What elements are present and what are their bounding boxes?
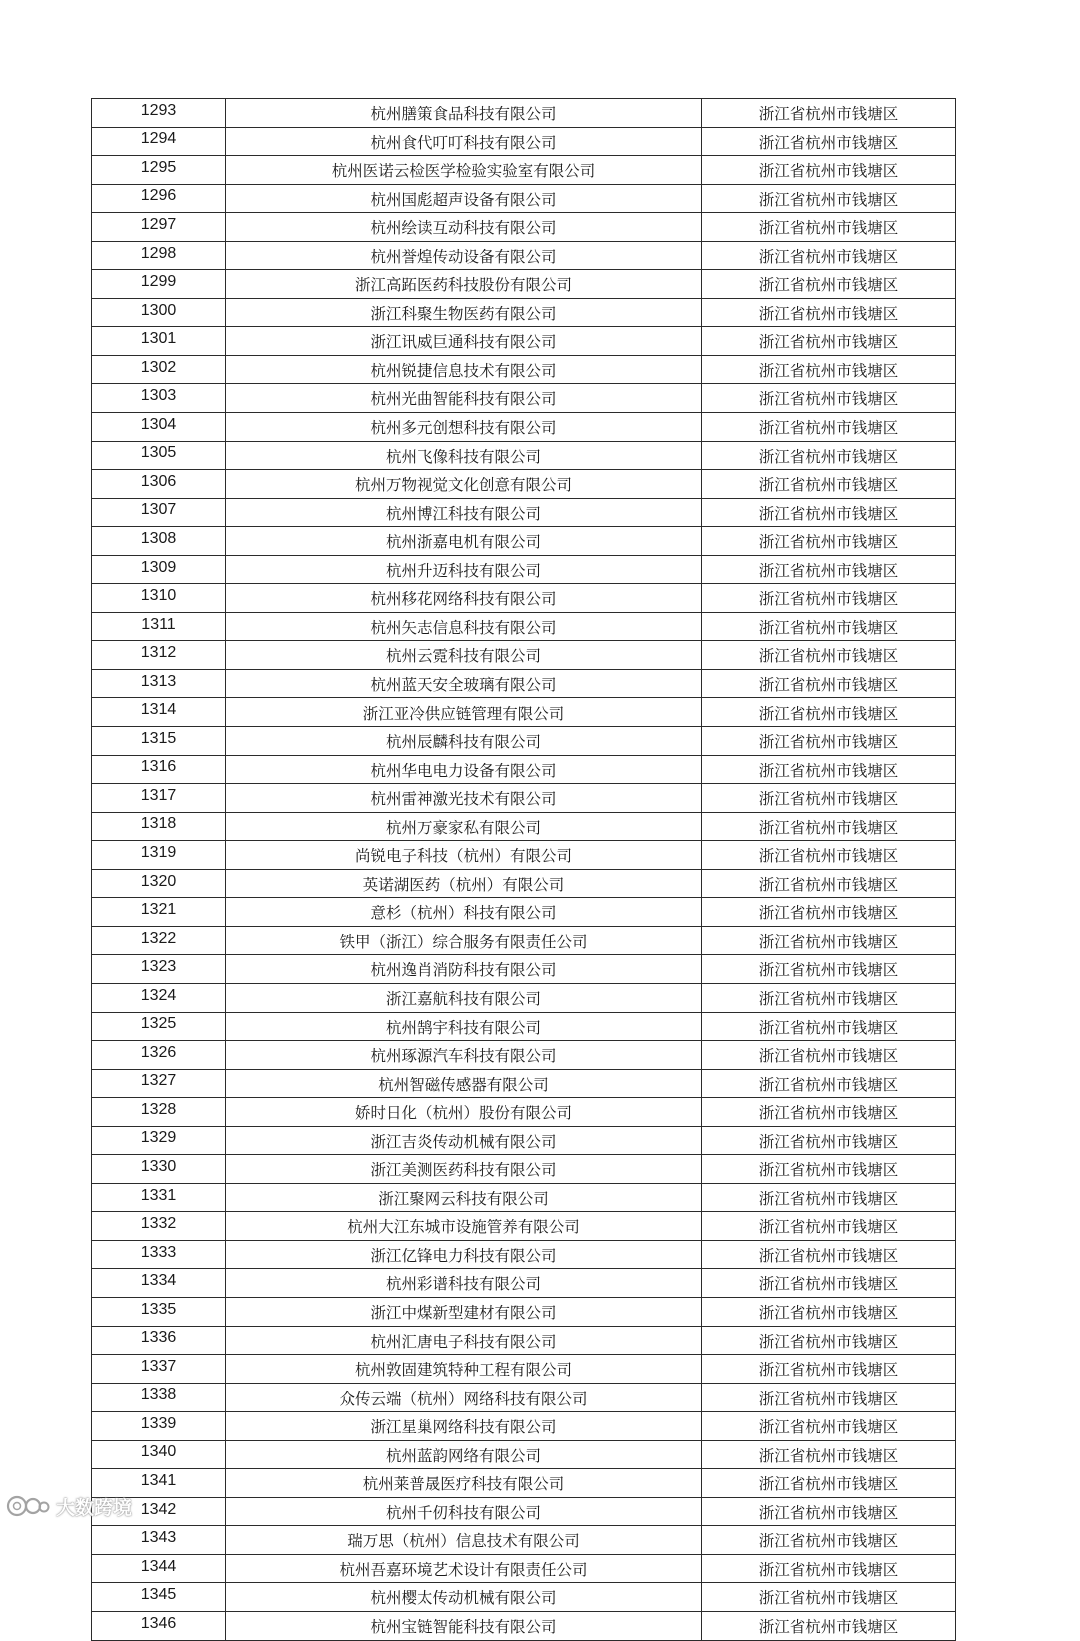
table-row bbox=[92, 1469, 956, 1498]
company-name: 瑞万思（杭州）信息技术有限公司 bbox=[226, 1526, 702, 1555]
brand-logo-icon bbox=[6, 1493, 50, 1519]
row-number: 1330 bbox=[92, 1155, 226, 1184]
table-row bbox=[92, 470, 956, 499]
company-name: 浙江吉炎传动机械有限公司 bbox=[226, 1126, 702, 1155]
company-region: 浙江省杭州市钱塘区 bbox=[702, 869, 956, 898]
table-row bbox=[92, 298, 956, 327]
company-name: 铁甲（浙江）综合服务有限责任公司 bbox=[226, 926, 702, 955]
row-number: 1293 bbox=[92, 99, 226, 128]
table-row bbox=[92, 355, 956, 384]
company-region: 浙江省杭州市钱塘区 bbox=[702, 1383, 956, 1412]
company-name: 杭州鹄宇科技有限公司 bbox=[226, 1012, 702, 1041]
table-row bbox=[92, 641, 956, 670]
row-number: 1301 bbox=[92, 327, 226, 356]
company-region: 浙江省杭州市钱塘区 bbox=[702, 527, 956, 556]
table-row bbox=[92, 384, 956, 413]
company-name: 杭州蓝韵网络有限公司 bbox=[226, 1440, 702, 1469]
company-region: 浙江省杭州市钱塘区 bbox=[702, 584, 956, 613]
company-name: 浙江高跖医药科技股份有限公司 bbox=[226, 270, 702, 299]
company-name: 浙江亿锋电力科技有限公司 bbox=[226, 1240, 702, 1269]
company-region: 浙江省杭州市钱塘区 bbox=[702, 755, 956, 784]
table-row bbox=[92, 1183, 956, 1212]
company-region: 浙江省杭州市钱塘区 bbox=[702, 1326, 956, 1355]
table-row bbox=[92, 99, 956, 128]
row-number: 1310 bbox=[92, 584, 226, 613]
table-row bbox=[92, 1497, 956, 1526]
table-row bbox=[92, 727, 956, 756]
company-region: 浙江省杭州市钱塘区 bbox=[702, 1269, 956, 1298]
company-region: 浙江省杭州市钱塘区 bbox=[702, 1355, 956, 1384]
table-row bbox=[92, 1155, 956, 1184]
table-row bbox=[92, 156, 956, 185]
company-name: 杭州蓝天安全玻璃有限公司 bbox=[226, 669, 702, 698]
company-name: 浙江聚网云科技有限公司 bbox=[226, 1183, 702, 1212]
company-name: 杭州国彪超声设备有限公司 bbox=[226, 184, 702, 213]
company-region: 浙江省杭州市钱塘区 bbox=[702, 1554, 956, 1583]
table-row bbox=[92, 926, 956, 955]
row-number: 1333 bbox=[92, 1240, 226, 1269]
row-number: 1344 bbox=[92, 1554, 226, 1583]
company-region: 浙江省杭州市钱塘区 bbox=[702, 698, 956, 727]
row-number: 1303 bbox=[92, 384, 226, 413]
table-row bbox=[92, 184, 956, 213]
company-name: 杭州智磁传感器有限公司 bbox=[226, 1069, 702, 1098]
company-region: 浙江省杭州市钱塘区 bbox=[702, 1012, 956, 1041]
row-number: 1311 bbox=[92, 612, 226, 641]
company-list-body bbox=[92, 99, 956, 1641]
company-region: 浙江省杭州市钱塘区 bbox=[702, 1611, 956, 1640]
table-row bbox=[92, 1611, 956, 1640]
row-number: 1334 bbox=[92, 1269, 226, 1298]
company-region: 浙江省杭州市钱塘区 bbox=[702, 898, 956, 927]
row-number: 1297 bbox=[92, 213, 226, 242]
row-number: 1313 bbox=[92, 669, 226, 698]
company-region: 浙江省杭州市钱塘区 bbox=[702, 127, 956, 156]
row-number: 1307 bbox=[92, 498, 226, 527]
row-number: 1339 bbox=[92, 1412, 226, 1441]
row-number: 1315 bbox=[92, 727, 226, 756]
company-name: 浙江讯威巨通科技有限公司 bbox=[226, 327, 702, 356]
table-row bbox=[92, 527, 956, 556]
table-row bbox=[92, 841, 956, 870]
row-number: 1345 bbox=[92, 1583, 226, 1612]
table-row bbox=[92, 555, 956, 584]
company-region: 浙江省杭州市钱塘区 bbox=[702, 1155, 956, 1184]
company-region: 浙江省杭州市钱塘区 bbox=[702, 955, 956, 984]
table-row bbox=[92, 441, 956, 470]
company-name: 杭州吾嘉环境艺术设计有限责任公司 bbox=[226, 1554, 702, 1583]
row-number: 1295 bbox=[92, 156, 226, 185]
row-number: 1346 bbox=[92, 1611, 226, 1640]
company-name: 浙江美测医药科技有限公司 bbox=[226, 1155, 702, 1184]
table-row bbox=[92, 1212, 956, 1241]
company-region: 浙江省杭州市钱塘区 bbox=[702, 298, 956, 327]
company-name: 浙江亚冷供应链管理有限公司 bbox=[226, 698, 702, 727]
table-row bbox=[92, 1041, 956, 1070]
company-region: 浙江省杭州市钱塘区 bbox=[702, 1126, 956, 1155]
table-row bbox=[92, 241, 956, 270]
table-row bbox=[92, 1098, 956, 1127]
row-number: 1340 bbox=[92, 1440, 226, 1469]
company-region: 浙江省杭州市钱塘区 bbox=[702, 1212, 956, 1241]
row-number: 1341 bbox=[92, 1469, 226, 1498]
row-number: 1305 bbox=[92, 441, 226, 470]
company-name: 杭州彩谱科技有限公司 bbox=[226, 1269, 702, 1298]
company-name: 杭州光曲智能科技有限公司 bbox=[226, 384, 702, 413]
row-number: 1336 bbox=[92, 1326, 226, 1355]
company-name: 杭州万物视觉文化创意有限公司 bbox=[226, 470, 702, 499]
company-name: 杭州绘读互动科技有限公司 bbox=[226, 213, 702, 242]
row-number: 1296 bbox=[92, 184, 226, 213]
company-name: 众传云端（杭州）网络科技有限公司 bbox=[226, 1383, 702, 1412]
row-number: 1302 bbox=[92, 355, 226, 384]
company-region: 浙江省杭州市钱塘区 bbox=[702, 1069, 956, 1098]
table-row bbox=[92, 1583, 956, 1612]
row-number: 1319 bbox=[92, 841, 226, 870]
row-number: 1298 bbox=[92, 241, 226, 270]
company-name: 杭州多元创想科技有限公司 bbox=[226, 413, 702, 442]
company-name: 杭州樱太传动机械有限公司 bbox=[226, 1583, 702, 1612]
table-row bbox=[92, 213, 956, 242]
row-number: 1309 bbox=[92, 555, 226, 584]
company-name: 杭州锐捷信息技术有限公司 bbox=[226, 355, 702, 384]
table-row bbox=[92, 669, 956, 698]
company-region: 浙江省杭州市钱塘区 bbox=[702, 1240, 956, 1269]
company-name: 浙江科聚生物医药有限公司 bbox=[226, 298, 702, 327]
company-region: 浙江省杭州市钱塘区 bbox=[702, 784, 956, 813]
row-number: 1328 bbox=[92, 1098, 226, 1127]
company-name: 杭州矢志信息科技有限公司 bbox=[226, 612, 702, 641]
table-row bbox=[92, 1126, 956, 1155]
company-region: 浙江省杭州市钱塘区 bbox=[702, 413, 956, 442]
table-row bbox=[92, 498, 956, 527]
company-region: 浙江省杭州市钱塘区 bbox=[702, 727, 956, 756]
table-row bbox=[92, 612, 956, 641]
company-name: 杭州浙嘉电机有限公司 bbox=[226, 527, 702, 556]
company-region: 浙江省杭州市钱塘区 bbox=[702, 241, 956, 270]
company-name: 杭州膳策食品科技有限公司 bbox=[226, 99, 702, 128]
company-name: 杭州移花网络科技有限公司 bbox=[226, 584, 702, 613]
company-name: 杭州辰麟科技有限公司 bbox=[226, 727, 702, 756]
company-name: 杭州博江科技有限公司 bbox=[226, 498, 702, 527]
table-row bbox=[92, 584, 956, 613]
row-number: 1314 bbox=[92, 698, 226, 727]
company-region: 浙江省杭州市钱塘区 bbox=[702, 156, 956, 185]
row-number: 1325 bbox=[92, 1012, 226, 1041]
company-region: 浙江省杭州市钱塘区 bbox=[702, 355, 956, 384]
company-name: 杭州食代叮叮科技有限公司 bbox=[226, 127, 702, 156]
company-region: 浙江省杭州市钱塘区 bbox=[702, 327, 956, 356]
company-name: 浙江中煤新型建材有限公司 bbox=[226, 1297, 702, 1326]
table-row bbox=[92, 1326, 956, 1355]
table-row bbox=[92, 1526, 956, 1555]
watermark bbox=[6, 1491, 132, 1521]
table-row bbox=[92, 1412, 956, 1441]
company-name: 杭州逸肖消防科技有限公司 bbox=[226, 955, 702, 984]
company-name: 杭州华电电力设备有限公司 bbox=[226, 755, 702, 784]
company-region: 浙江省杭州市钱塘区 bbox=[702, 1412, 956, 1441]
row-number: 1335 bbox=[92, 1297, 226, 1326]
company-region: 浙江省杭州市钱塘区 bbox=[702, 841, 956, 870]
table-row bbox=[92, 983, 956, 1012]
row-number: 1323 bbox=[92, 955, 226, 984]
company-region: 浙江省杭州市钱塘区 bbox=[702, 812, 956, 841]
table-row bbox=[92, 784, 956, 813]
row-number: 1300 bbox=[92, 298, 226, 327]
company-name: 杭州敦固建筑特种工程有限公司 bbox=[226, 1355, 702, 1384]
table-row bbox=[92, 1269, 956, 1298]
company-name: 浙江星巢网络科技有限公司 bbox=[226, 1412, 702, 1441]
company-name: 杭州雷神激光技术有限公司 bbox=[226, 784, 702, 813]
company-region: 浙江省杭州市钱塘区 bbox=[702, 1583, 956, 1612]
row-number: 1306 bbox=[92, 470, 226, 499]
row-number: 1337 bbox=[92, 1355, 226, 1384]
row-number: 1304 bbox=[92, 413, 226, 442]
company-region: 浙江省杭州市钱塘区 bbox=[702, 641, 956, 670]
table-row bbox=[92, 1355, 956, 1384]
table-row bbox=[92, 327, 956, 356]
table-row bbox=[92, 955, 956, 984]
company-region: 浙江省杭州市钱塘区 bbox=[702, 498, 956, 527]
table-row bbox=[92, 1240, 956, 1269]
table-row bbox=[92, 698, 956, 727]
company-name: 意杉（杭州）科技有限公司 bbox=[226, 898, 702, 927]
row-number: 1342 bbox=[92, 1497, 226, 1526]
company-name: 英诺湖医药（杭州）有限公司 bbox=[226, 869, 702, 898]
company-region: 浙江省杭州市钱塘区 bbox=[702, 1297, 956, 1326]
watermark-text: 大数跨境 bbox=[56, 1496, 133, 1519]
row-number: 1318 bbox=[92, 812, 226, 841]
company-name: 杭州琢源汽车科技有限公司 bbox=[226, 1041, 702, 1070]
company-name: 尚锐电子科技（杭州）有限公司 bbox=[226, 841, 702, 870]
row-number: 1332 bbox=[92, 1212, 226, 1241]
company-name: 杭州誉煌传动设备有限公司 bbox=[226, 241, 702, 270]
table-row bbox=[92, 127, 956, 156]
company-region: 浙江省杭州市钱塘区 bbox=[702, 926, 956, 955]
company-region: 浙江省杭州市钱塘区 bbox=[702, 441, 956, 470]
row-number: 1316 bbox=[92, 755, 226, 784]
company-region: 浙江省杭州市钱塘区 bbox=[702, 99, 956, 128]
row-number: 1322 bbox=[92, 926, 226, 955]
row-number: 1317 bbox=[92, 784, 226, 813]
table-row bbox=[92, 413, 956, 442]
company-region: 浙江省杭州市钱塘区 bbox=[702, 1526, 956, 1555]
row-number: 1324 bbox=[92, 983, 226, 1012]
table-row bbox=[92, 1383, 956, 1412]
company-name: 杭州医诺云检医学检验实验室有限公司 bbox=[226, 156, 702, 185]
company-region: 浙江省杭州市钱塘区 bbox=[702, 1041, 956, 1070]
row-number: 1321 bbox=[92, 898, 226, 927]
table-row bbox=[92, 1554, 956, 1583]
table-row bbox=[92, 1012, 956, 1041]
row-number: 1320 bbox=[92, 869, 226, 898]
table-row bbox=[92, 898, 956, 927]
row-number: 1326 bbox=[92, 1041, 226, 1070]
row-number: 1343 bbox=[92, 1526, 226, 1555]
company-region: 浙江省杭州市钱塘区 bbox=[702, 184, 956, 213]
row-number: 1331 bbox=[92, 1183, 226, 1212]
company-name: 杭州宝链智能科技有限公司 bbox=[226, 1611, 702, 1640]
company-region: 浙江省杭州市钱塘区 bbox=[702, 555, 956, 584]
company-region: 浙江省杭州市钱塘区 bbox=[702, 384, 956, 413]
company-region: 浙江省杭州市钱塘区 bbox=[702, 470, 956, 499]
company-region: 浙江省杭州市钱塘区 bbox=[702, 1469, 956, 1498]
table-row bbox=[92, 1440, 956, 1469]
row-number: 1299 bbox=[92, 270, 226, 299]
company-region: 浙江省杭州市钱塘区 bbox=[702, 669, 956, 698]
company-region: 浙江省杭州市钱塘区 bbox=[702, 1497, 956, 1526]
row-number: 1308 bbox=[92, 527, 226, 556]
company-name: 杭州大江东城市设施管养有限公司 bbox=[226, 1212, 702, 1241]
company-name: 杭州莱普晟医疗科技有限公司 bbox=[226, 1469, 702, 1498]
row-number: 1327 bbox=[92, 1069, 226, 1098]
table-row bbox=[92, 270, 956, 299]
company-name: 娇时日化（杭州）股份有限公司 bbox=[226, 1098, 702, 1127]
table-row bbox=[92, 869, 956, 898]
table-row bbox=[92, 1069, 956, 1098]
table-row bbox=[92, 1297, 956, 1326]
row-number: 1294 bbox=[92, 127, 226, 156]
company-name: 杭州千仞科技有限公司 bbox=[226, 1497, 702, 1526]
table-row bbox=[92, 812, 956, 841]
company-name: 杭州升迈科技有限公司 bbox=[226, 555, 702, 584]
company-region: 浙江省杭州市钱塘区 bbox=[702, 1183, 956, 1212]
company-region: 浙江省杭州市钱塘区 bbox=[702, 270, 956, 299]
company-name: 杭州汇唐电子科技有限公司 bbox=[226, 1326, 702, 1355]
company-list-table bbox=[91, 98, 956, 1641]
row-number: 1312 bbox=[92, 641, 226, 670]
company-region: 浙江省杭州市钱塘区 bbox=[702, 983, 956, 1012]
company-name: 浙江嘉航科技有限公司 bbox=[226, 983, 702, 1012]
company-name: 杭州万豪家私有限公司 bbox=[226, 812, 702, 841]
company-region: 浙江省杭州市钱塘区 bbox=[702, 213, 956, 242]
company-region: 浙江省杭州市钱塘区 bbox=[702, 612, 956, 641]
company-name: 杭州飞像科技有限公司 bbox=[226, 441, 702, 470]
row-number: 1329 bbox=[92, 1126, 226, 1155]
table-row bbox=[92, 755, 956, 784]
company-name: 杭州云霓科技有限公司 bbox=[226, 641, 702, 670]
company-region: 浙江省杭州市钱塘区 bbox=[702, 1098, 956, 1127]
row-number: 1338 bbox=[92, 1383, 226, 1412]
company-region: 浙江省杭州市钱塘区 bbox=[702, 1440, 956, 1469]
